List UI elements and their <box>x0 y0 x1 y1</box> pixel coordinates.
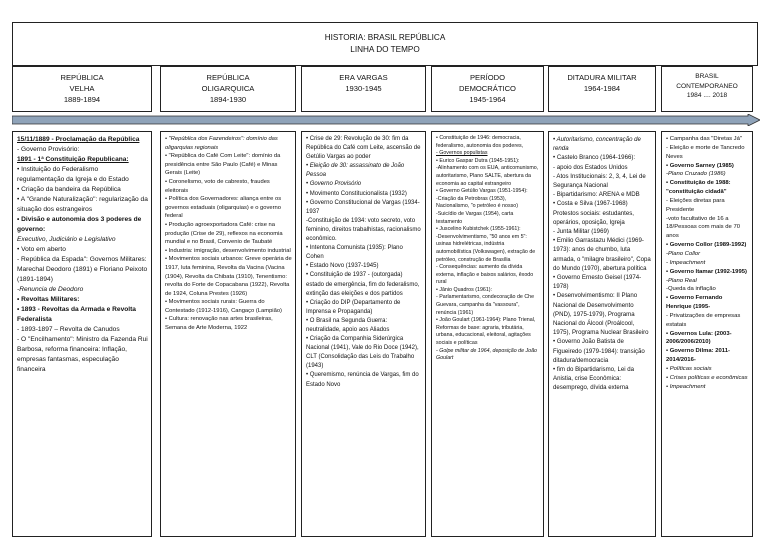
timeline-item: • Governo Constitucional de Vargas (1934-1937 <box>306 199 420 215</box>
timeline-item: • Queremismo, renúncia de Vargas, fim do Estado Novo <box>306 372 419 388</box>
timeline-item: • Impeachment <box>666 383 706 390</box>
timeline-item: - Junta Militar (1969) <box>553 228 609 236</box>
period-line: 1930-1945 <box>345 84 382 93</box>
timeline-item: • Criação da Companhia Siderúrgica Nacional (1941), Vale do Rio Doce (1942), CLT (Consolidação das Leis do Trabalho (1943) <box>306 336 419 370</box>
timeline-item: • Governo Itamar (1992-1995) <box>666 268 747 275</box>
timeline-item: • Divisão e autonomia dos 3 poderes de governo: <box>17 216 142 233</box>
timeline-item: • Criação do DIP (Departamento de Imprensa e Propaganda) <box>306 299 401 315</box>
column-brasil-contemporaneo <box>661 131 753 537</box>
timeline-item: • Movimentos sociais rurais: Guerra do Contestado (1912-1916), Cangaço (Lampião) <box>165 299 282 314</box>
timeline-item: -Renuncia de Deodoro <box>17 286 84 293</box>
period-line: 1984 .... 2018 <box>686 92 728 99</box>
period-line: REPÚBLICA <box>206 73 250 82</box>
period-brasil-contemporaneo <box>661 66 753 112</box>
period-line: 1889-1894 <box>63 95 101 104</box>
period-ditadura-militar <box>548 66 656 112</box>
timeline-item: - Golpe militar de 1964, deposição de João Goulart <box>436 347 537 362</box>
timeline-item: • Instituição do Federalismo <box>17 166 99 173</box>
timeline-item: • Autoritarismo, concentração de renda <box>553 136 641 153</box>
timeline-item: -Plano Collor <box>666 250 701 257</box>
timeline-item: • Política dos Governadores: aliança entre os governos estaduais (oligarquias) e o governo federal <box>165 196 282 220</box>
period-periodo-democratico <box>431 66 544 112</box>
timeline-item: -voto facultativo de 16 a 18/Pessoas com mais de 70 anos <box>666 215 740 240</box>
timeline-item: - Parlamentarismo, condecoração de Che Guevara, campanha da "vassoura", renúncia (1961) <box>436 294 535 316</box>
timeline-item: • Políticas sociais <box>666 365 712 372</box>
column-ditadura-militar <box>548 131 656 537</box>
timeline-item: - Atos Institucionais: 2, 3, 4, Lei de Segurança Nacional <box>553 172 646 190</box>
timeline-item: 1891 - 1ª Constituição Republicana: <box>17 156 129 163</box>
timeline-item: • Movimento Constitucionalista (1932) <box>306 190 407 197</box>
timeline-item: - Privatizações de empresas estatais <box>666 312 741 328</box>
period-line: 1894-1930 <box>209 95 247 104</box>
timeline-item: -Plano Real <box>666 277 697 284</box>
timeline-item: • A "Grande Naturalização": regularização da situação dos estrangeiros <box>17 196 148 213</box>
timeline-item: • Coronelismo, voto de cabresto, fraudes eleitorais <box>165 178 270 194</box>
timeline-item: • "República dos Fazendeiros": domínio das oligarquias regionais <box>165 136 278 151</box>
timeline-item: • Desenvolvimentismo: II Plano Nacional de Desenvolvimento (PND), 1975-1979), Programa Nacional do Álcool (Proálcool, 1975), Programa Nuclear Brasileiro <box>553 292 649 337</box>
timeline-item: -Alinhamento com os EUA, anticomunismo, autoritarismo, Plano SALTE, abertura da economia ao capital estrangeiro <box>436 165 539 187</box>
timeline-item: • Governo Provisório <box>306 181 362 188</box>
timeline-arrow <box>12 114 760 126</box>
timeline-item: -Plano Cruzado (1986) <box>666 171 726 178</box>
timeline-item: • Governo Collor (1989-1992) <box>666 242 747 249</box>
column-era-vargas <box>301 131 426 537</box>
period-line: BRASIL <box>695 73 719 80</box>
timeline-item: • Emilio Garrastazu Médici (1969-1973): anos de chumbo, luta armada, o "milagre brasileiro", Copa do Mundo (1970), abertura política <box>553 237 651 272</box>
timeline-item: • 1893 - Revoltas da Armada e Revolta Federalista <box>17 306 136 323</box>
timeline-item: • fim do Bipartidarismo, Lei da Anistia, crise Econômica: desemprego, dívida externa <box>553 366 635 392</box>
timeline-item: • Voto em aberto <box>17 246 66 253</box>
period-line: DITADURA MILITAR <box>567 73 637 82</box>
timeline-item: Executivo, Judiciário e Legislativo <box>17 236 116 243</box>
timeline-item: • Eleição de 30: assassinato de João Pessoa <box>306 163 405 179</box>
period-republica-oligarquica <box>160 66 296 112</box>
timeline-item: • Intentona Comunista (1935): Plano Cohen <box>306 245 403 261</box>
timeline-item: • Constituição de 1937 - (outorgada) estado de emergência, fim do federalismo, extinção das eleições e dos partidos <box>306 272 420 297</box>
timeline-item: • Governo Ernesto Geisel (1974-1978) <box>553 274 642 291</box>
timeline-item: 15/11/1889 - Proclamação da República <box>17 136 140 143</box>
timeline-item: • O Brasil na Segunda Guerra: neutralidade, apoio aos Aliados <box>306 317 390 333</box>
period-line: DEMOCRÁTICO <box>459 84 516 93</box>
period-line: 1964-1984 <box>583 84 621 93</box>
timeline-item: • Governo Getúlio Vargas (1951-1954): <box>436 188 528 195</box>
timeline-item: • Crises políticas e econômicas <box>666 374 748 381</box>
timeline-item: - apoio dos Estados Unidos <box>553 163 628 171</box>
timeline-item: • Jânio Quadros (1961): <box>436 286 493 293</box>
timeline-item: • Produção agroexportadora Café: crise na produção (Crise de 29), reflexos na economia mundial e no Brasil, Convenio de Taubaté <box>165 221 283 246</box>
timeline-item: - Impeachment <box>666 259 706 266</box>
period-line: VELHA <box>69 84 95 93</box>
timeline-item: • Campanha das "Diretas Já" <box>666 136 742 142</box>
timeline-item: -Queda da inflação <box>666 286 716 293</box>
timeline-item: Protestos sociais: estudantes, operários, oposição, Igreja <box>553 209 634 226</box>
timeline-item: • Eurico Gaspar Dutra (1945-1951): <box>436 157 520 164</box>
timeline-item: - Eleições diretas para Presidente <box>666 197 725 213</box>
timeline-item: • Constituição de 1988: "constituição cidadã" <box>666 180 731 196</box>
timeline-item: regulamentação da Igreja e do Estado <box>17 176 129 183</box>
period-era-vargas <box>301 66 426 112</box>
title-line-1: HISTORIA: BRASIL REPÚBLICA <box>324 33 446 42</box>
timeline-item: -Desenvolvimentismo, "50 anos em 5": usinas hidrelétricas, indústria automobilística (Volkswagen), extração de petróleo, construção de Brasília <box>436 233 536 263</box>
timeline-item: • Governos Lula: (2003-2006/2006/2010) <box>666 330 732 346</box>
timeline-item: • Cultura: renovação nas artes brasileiras, Semana de Arte Moderna, 1922 <box>165 316 273 332</box>
timeline-item: • Governo Fernando Henrique (1995- <box>666 295 723 311</box>
timeline-item: • Governo Dilma: 2011-2014/2016- <box>666 348 730 364</box>
timeline-item: - República da Espada": Governos Militares: Marechal Deodoro (1891) e Floriano Peixoto (1891-1894) <box>17 256 148 283</box>
period-line: OLIGARQUICA <box>201 84 255 93</box>
timeline-item: - O "Encilhamento": Ministro da Fazenda Rui Barbosa, reforma financeira: Inflação, empresas fantasmas, especulação financeira <box>17 336 148 373</box>
timeline-item: -Constituição de 1934: voto secreto, voto feminino, direitos trabalhistas, racionalismo econômico. <box>306 217 421 243</box>
column-republica-oligarquica <box>160 131 296 537</box>
timeline-item: - Governo Provisório: <box>17 146 80 153</box>
period-line: 1945-1964 <box>469 95 506 104</box>
timeline-item: • João Goulart (1961-1964): Plano Trienal, Reformas de base: agraria, tributária, urbana, educacional, eleitoral, agitações sociais e políticas <box>436 317 536 347</box>
timeline-item: • Juscelino Kubistchek (1955-1961): <box>436 226 521 233</box>
period-republica-velha <box>12 66 152 112</box>
timeline-item: • Industria: imigração, desenvolvimento industrial <box>165 247 291 254</box>
timeline-item: • Movimentos sociais urbanos: Greve operária de 1917, luta feminina, Revolta da Vacina (Vacina (1904), Revolta da Chibata (1910), Tenentismo: revolta do Forte de Copacabana (1922), Revolta de 1924, Coluna Prestes (1926) <box>165 256 292 297</box>
period-line: REPÚBLICA <box>60 73 104 82</box>
timeline-item: • Costa e Silva (1967-1968) <box>553 200 628 208</box>
period-line: PERÍODO <box>469 73 506 82</box>
timeline-item: • "República do Café Com Leite": domínio da presidência entre São Paulo (Café) e Minas Gerais (Leite) <box>165 153 281 177</box>
timeline-item: -Criação da Petrobras (1953), Nacionalismo, "o petróleo é nosso) <box>436 195 518 210</box>
period-line: ERA VARGAS <box>339 73 388 82</box>
timeline-item: - Eleição e morte de Tancredo Neves <box>666 144 745 160</box>
timeline-item: • Castelo Branco (1964-1966): <box>553 154 636 162</box>
column-periodo-democratico <box>431 131 544 537</box>
timeline-item: - Consequências: aumento da dívida externa, inflação e baixos salários, êxodo rural <box>436 264 534 286</box>
column-republica-velha <box>12 131 152 537</box>
timeline-item: • Crise de 29: Revolução de 30: fim da República do Café com Leite, ascensão de Getúlio Vargas ao poder <box>306 136 421 161</box>
timeline-item: • Governo Sarney (1985) <box>666 162 734 169</box>
timeline-item: • Governo João Batista de Figueiredo (1979-1984): transição ditadura/democracia <box>553 338 645 364</box>
timeline-item: - Bipartidarismo: ARENA e MDB <box>553 191 640 199</box>
title-line-2: LINHA DO TEMPO <box>350 45 420 54</box>
timeline-item: • Estado Novo (1937-1945) <box>306 263 379 270</box>
timeline-item: - Governos populistas <box>436 150 488 157</box>
timeline-item: • Constituição de 1946: democracia, federalismo, autonomia dos poderes, <box>436 135 524 149</box>
page-title <box>12 22 758 66</box>
timeline-item: - 1893-1897 – Revolta de Canudos <box>17 326 120 333</box>
timeline-item: • Criação da bandeira da República <box>17 186 121 193</box>
timeline-item: -Suicídio de Vargas (1954), carta testamento <box>436 210 514 225</box>
period-line: CONTEMPORANEO <box>676 82 738 90</box>
timeline-item: • Revoltas Militares: <box>17 296 80 303</box>
